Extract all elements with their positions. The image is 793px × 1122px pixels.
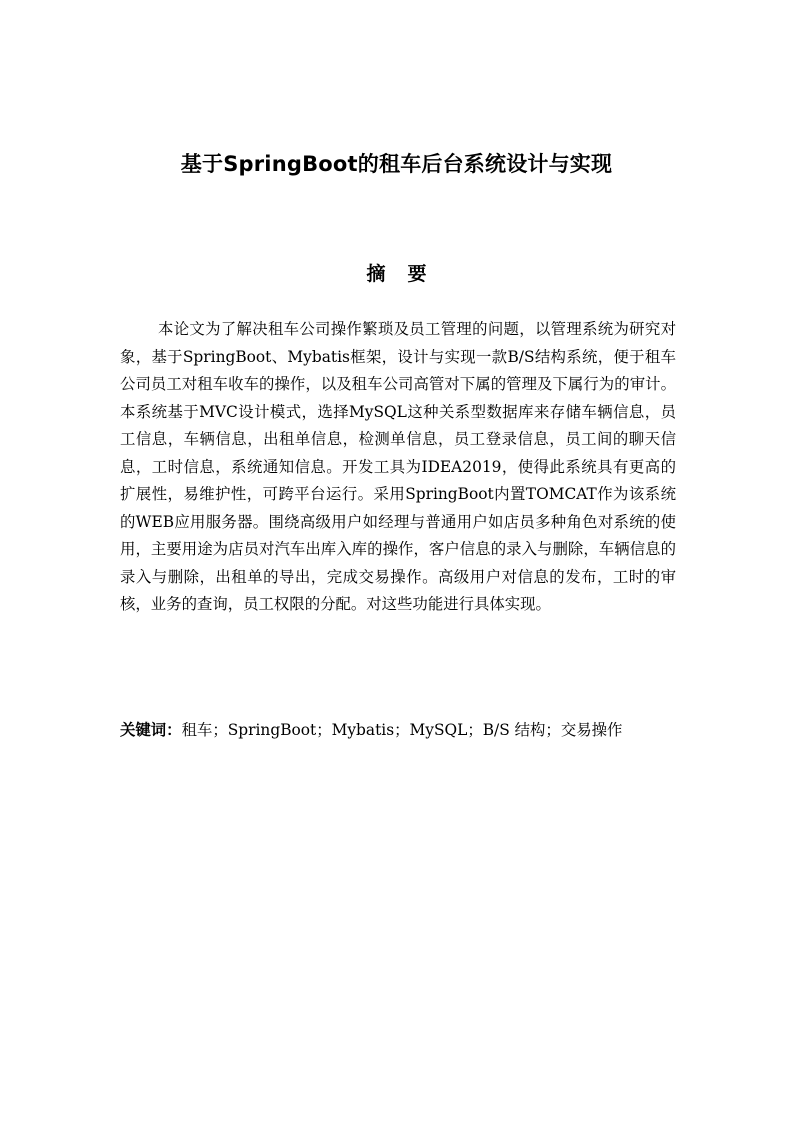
abstract-body: 本论文为了解决租车公司操作繁琐及员工管理的问题，以管理系统为研究对象，基于SpringBoot、Mybatis框架，设计与实现一款B/S结构系统，便于租车公司员工对租车收车的操作，以及租车公司高管对下属的管理及下属行为的审计。本系统基于MVC设计模式，选择MySQL这种关系型数据库来存储车辆信息，员工信息，车辆信息，出租单信息，检测单信息，员工登录信息，员工间的聊天信息，工时信息，系统通知信息。开发工具为IDEA2019，使得此系统具有更高的扩展性，易维护性，可跨平台运行。采用SpringBoot内置TOMCAT作为该系统的WEB应用服务器。围绕高级用户如经理与普通用户如店员多种角色对系统的使用，主要用途为店员对汽车出库入库的操作，客户信息的录入与删除，车辆信息的录入与删除，出租单的导出，完成交易操作。高级用户对信息的发布，工时的审核，业务的查询，员工权限的分配。对这些功能进行具体实现。 xyxy=(120,320,676,613)
paper-title: 基于SpringBoot的租车后台系统设计与实现 xyxy=(180,152,613,176)
keywords-text: 租车；SpringBoot；Mybatis；MySQL；B/S 结构；交易操作 xyxy=(181,721,623,739)
abstract-heading: 摘要 xyxy=(366,263,449,285)
keywords-line xyxy=(120,716,720,744)
keywords-label: 关键词： xyxy=(120,721,182,739)
